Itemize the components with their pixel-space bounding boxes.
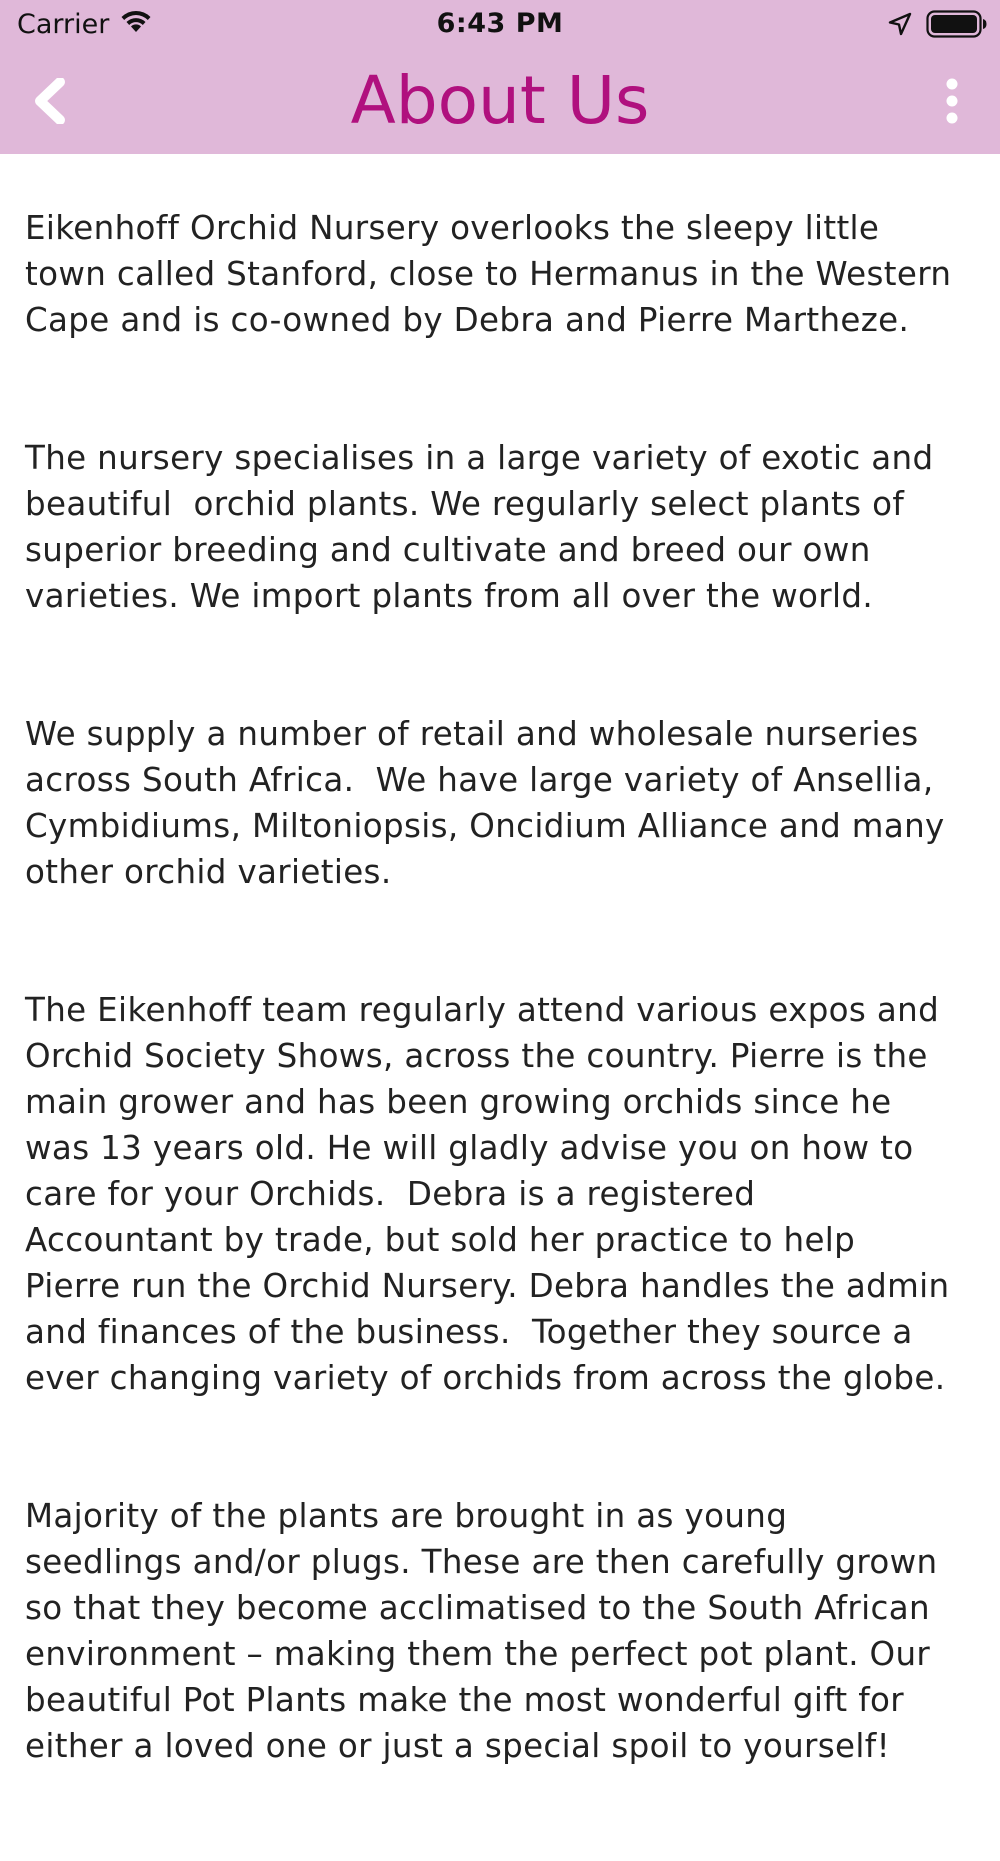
about-paragraph-1: Eikenhoff Orchid Nursery overlooks the sleepy little town called Stanford, close to Hermanus in the Western Cape and is co-owned by Debra and Pierre Martheze.	[25, 209, 952, 339]
status-bar	[0, 0, 1000, 50]
page-title: About Us	[350, 62, 650, 139]
status-right	[888, 10, 988, 45]
app-header	[0, 0, 1000, 154]
battery-icon	[926, 10, 988, 45]
carrier-label: Carrier	[17, 9, 110, 40]
navigation-bar	[0, 50, 1000, 154]
about-paragraph-4: The Eikenhoff team regularly attend various expos and Orchid Society Shows, across the country. Pierre is the main grower and has been growing orchids since he was 13 years old. He will gladly advise you on how to care for your Orchids. Debra is a registered Accountant by trade, but sold her practice to help Pierre run the Orchid Nursery. Debra handles the admin and finances of the business. Together they source a ever changing variety of orchids from across the globe.	[25, 991, 950, 1397]
about-paragraph-3: We supply a number of retail and wholesale nurseries across South Africa. We have large variety of Ansellia, Cymbidiums, Miltoniopsis, Oncidium Alliance and many other orchid varieties.	[25, 715, 945, 891]
location-arrow-icon	[888, 12, 912, 43]
status-time: 6:43 PM	[436, 8, 564, 39]
about-content	[25, 205, 985, 1861]
more-options-button[interactable]	[922, 68, 982, 138]
about-paragraph-5: Majority of the plants are brought in as young seedlings and/or plugs. These are then carefully grown so that they become acclimatised to the South African environment – making them the perfect pot plant. Our beautiful Pot Plants make the most wonderful gift for either a loved one or just a special spoil to yourself!	[25, 1497, 938, 1765]
about-paragraph-2: The nursery specialises in a large variety of exotic and beautiful orchid plants. We regularly select plants of superior breeding and cultivate and breed our own varieties. We import plants from all over the world.	[25, 439, 934, 615]
more-vertical-icon	[942, 78, 962, 128]
